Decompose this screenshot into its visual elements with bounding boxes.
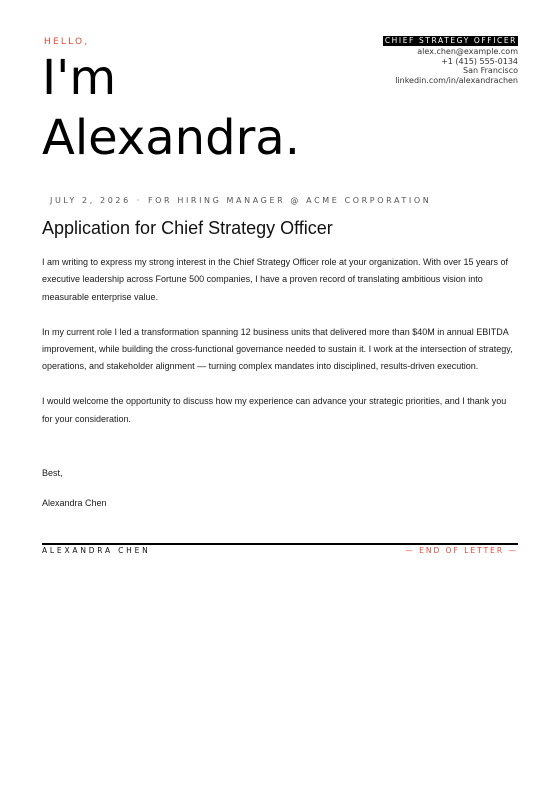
footer-divider [42,543,518,545]
letter-body [42,254,518,445]
letter-date: JULY 2, 2026 [50,196,131,205]
role-badge: CHIEF STRATEGY OFFICER [384,36,517,45]
signoff: Best, [42,468,63,478]
cover-letter-page [42,0,518,792]
linkedin-link[interactable]: linkedin.com/in/alexandrachen [395,75,518,85]
phone-number[interactable]: +1 (415) 555-0134 [441,56,518,66]
signature-name: Alexandra Chen [42,498,107,508]
letter-subject: Application for Chief Strategy Officer [42,218,333,238]
letter-recipient: FOR HIRING MANAGER @ ACME CORPORATION [147,196,432,205]
hero-name-line-2: Alexandra. [42,110,300,166]
body-paragraph: In my current role I led a transformation spanning 12 business units that delivered more than $40M in annual EBITDA improvement, while building the cross-functional governance needed to sustain it. I work at the intersection of strategy, operations, and stakeholder alignment — turning complex mandates into disciplined, results-driven execution. [42,326,513,372]
contact-block [383,36,518,85]
body-paragraph: I am writing to express my strong interest in the Chief Strategy Officer role at your organization. With over 15 years of executive leadership across Fortune 500 companies, I have a proven record of translating ambitious vision into measurable enterprise value. [42,257,509,302]
meta-separator: · [136,196,142,205]
hero-name [42,48,300,168]
end-of-letter-label: — END OF LETTER — [405,546,518,555]
greeting-label: HELLO, [44,37,90,47]
location-text: San Francisco [463,66,518,75]
footer-name: ALEXANDRA CHEN [42,546,151,555]
letter-meta [50,195,431,206]
hero-name-line-1: I'm [42,50,117,106]
body-paragraph: I would welcome the opportunity to discuss how my experience can advance your strategic priorities, and I thank you for your consideration. [42,396,507,424]
email-link[interactable]: alex.chen@example.com [417,47,518,56]
